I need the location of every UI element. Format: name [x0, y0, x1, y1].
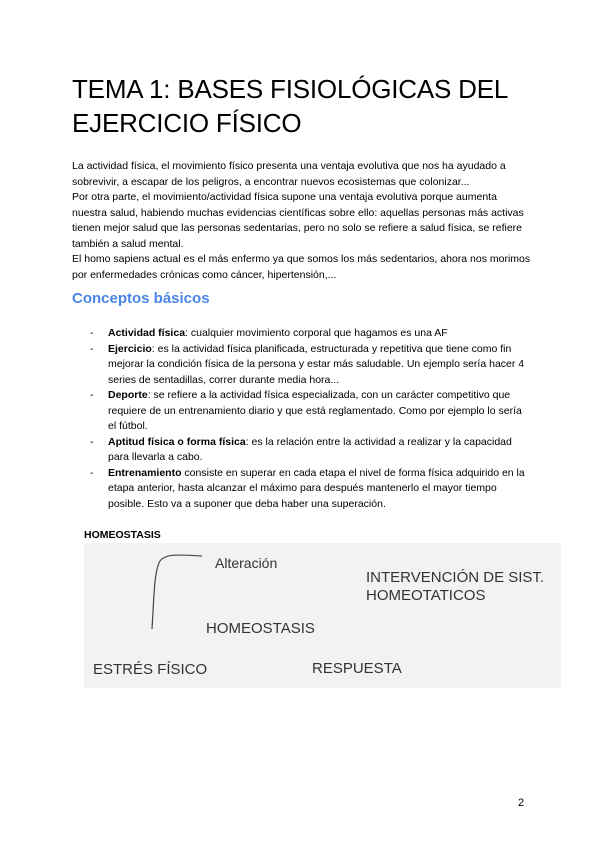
list-item [90, 466, 530, 513]
concept-term: Ejercicio [108, 342, 152, 355]
intervention-label-line2: HOMEOTATICOS [366, 587, 486, 604]
intro-paragraph: La actividad física, el movimiento físico presenta una ventaja evolutiva que nos ha ayudado a sobrevivir, a escapar de los peligros, a encontrar nuevos ecosistemas que colonizar... [72, 160, 506, 188]
bullet-dash: - [90, 342, 94, 355]
diagram-heading: HOMEOSTASIS [84, 529, 161, 541]
intro-text [72, 159, 534, 283]
concepts-list [90, 326, 530, 512]
page-title: TEMA 1: BASES FISIOLÓGICAS DEL EJERCICIO FÍSICO [72, 74, 508, 138]
concept-definition: consiste en superar en cada etapa el nivel de forma física adquirido en la etapa anterior, hasta alcanzar el máximo para después mantenerlo el mayor tiempo posible. Esto va a suponer que deba haber una superación. [108, 466, 525, 510]
list-item [90, 342, 530, 389]
intro-paragraph: El homo sapiens actual es el más enfermo ya que somos los más sedentarios, ahora nos morimos por enfermedades crónicas como cáncer, hipertensión,... [72, 253, 531, 281]
response-label: RESPUESTA [312, 660, 402, 677]
stress-label: ESTRÉS FÍSICO [93, 661, 208, 678]
concept-term: Aptitud física o forma física [108, 435, 246, 448]
concept-term: Deporte [108, 389, 148, 401]
list-item [90, 388, 530, 435]
bullet-dash: - [90, 435, 94, 448]
concept-term: Actividad física [108, 327, 186, 339]
intervention-label-line1: INTERVENCIÓN DE SIST. [366, 569, 545, 586]
alteration-label: Alteración [215, 555, 278, 571]
concept-definition: : es la relación entre la actividad a realizar y la capacidad para llevarla a cabo. [108, 435, 512, 463]
homeostasis-diagram [84, 543, 561, 688]
concept-definition: : se refiere a la actividad física especializada, con un carácter competitivo que requiere de un entrenamiento diario y que está reglamentado. Como por ejemplo lo sería el fútbol. [108, 389, 522, 432]
bullet-dash: - [90, 327, 94, 339]
concept-definition: : cualquier movimiento corporal que hagamos es una AF [185, 327, 448, 339]
page-number: 2 [518, 797, 525, 809]
intro-paragraph: Por otra parte, el movimiento/actividad física supone una ventaja evolutiva porque aumenta nuestra salud, habiendo muchas evidencias científicas sobre ello: aquellas personas más activas tienen mejor salud que las personas sedentarias, pero no solo se refiere a salud física, se refiere también a salud mental. [72, 191, 524, 250]
homeostasis-label: HOMEOSTASIS [206, 620, 315, 637]
list-item [90, 326, 530, 342]
bullet-dash: - [90, 466, 94, 479]
bullet-dash: - [90, 389, 94, 401]
concept-term: Entrenamiento [108, 466, 182, 479]
concept-definition: : es la actividad física planificada, estructurada y repetitiva que tiene como fin mejorar la condición física de la persona y estar más saludable. Un ejemplo sería hacer 4 series de sentadillas, correr durante media hora... [108, 342, 525, 386]
alteration-curve [152, 555, 202, 629]
list-item [90, 435, 530, 466]
section-title: Conceptos básicos [72, 290, 210, 307]
